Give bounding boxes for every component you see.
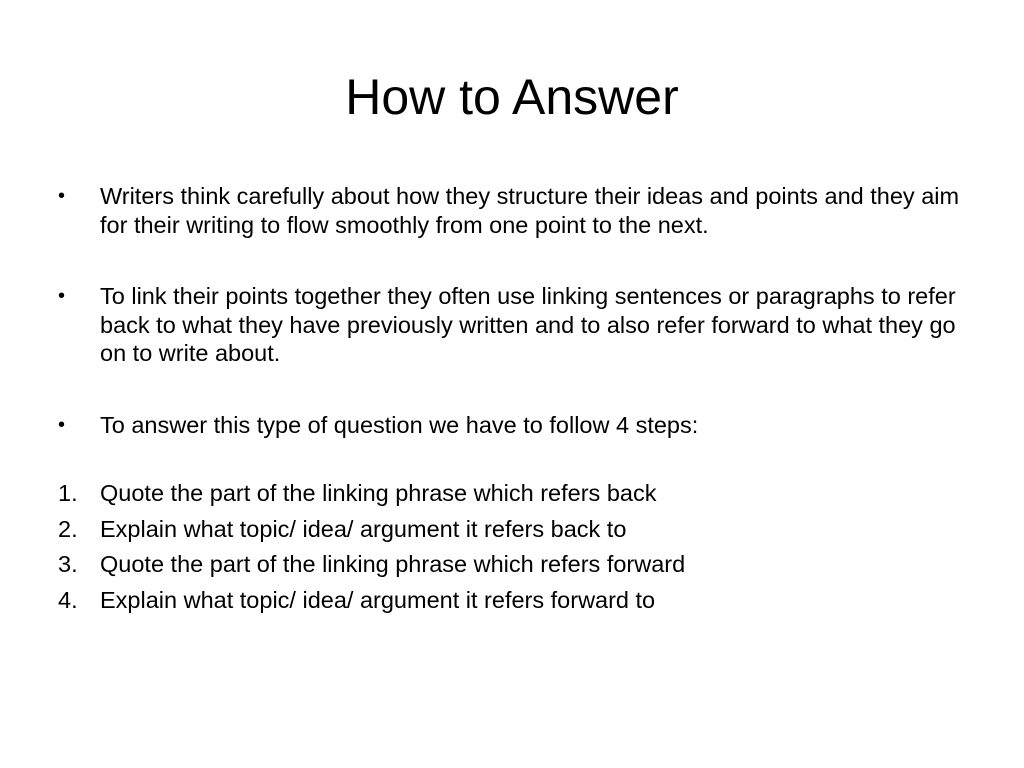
bullet-text: To answer this type of question we have to follow 4 steps: bbox=[100, 411, 699, 438]
slide-body bbox=[58, 182, 978, 621]
step-item bbox=[58, 479, 978, 508]
step-number: 1. bbox=[58, 480, 78, 506]
bullet-item bbox=[58, 282, 978, 368]
step-text: Quote the part of the linking phrase which refers back bbox=[100, 480, 657, 506]
slide-title: How to Answer bbox=[345, 69, 679, 125]
step-number: 2. bbox=[58, 515, 78, 542]
step-item bbox=[58, 586, 978, 615]
bullet-text: To link their points together they often use linking sentences or paragraphs to refer back to what they have previously written and to also refer forward to what they go on to write about. bbox=[100, 283, 956, 366]
bullet-dot-icon: • bbox=[58, 413, 66, 436]
step-item bbox=[58, 515, 978, 544]
bullet-item bbox=[58, 182, 978, 239]
steps-list bbox=[58, 479, 978, 614]
bullet-text: Writers think carefully about how they structure their ideas and points and they aim for their writing to flow smoothly from one point to the next. bbox=[100, 183, 960, 238]
step-item bbox=[58, 550, 978, 579]
step-number: 3. bbox=[58, 551, 78, 577]
bullet-item bbox=[58, 411, 978, 440]
bullet-list bbox=[58, 182, 978, 439]
step-text: Quote the part of the linking phrase which refers forward bbox=[100, 551, 686, 577]
step-number: 4. bbox=[58, 586, 78, 613]
bullet-dot-icon: • bbox=[58, 285, 66, 307]
step-text: Explain what topic/ idea/ argument it refers back to bbox=[100, 515, 627, 542]
step-text: Explain what topic/ idea/ argument it refers forward to bbox=[100, 586, 656, 613]
bullet-dot-icon: • bbox=[58, 185, 66, 207]
